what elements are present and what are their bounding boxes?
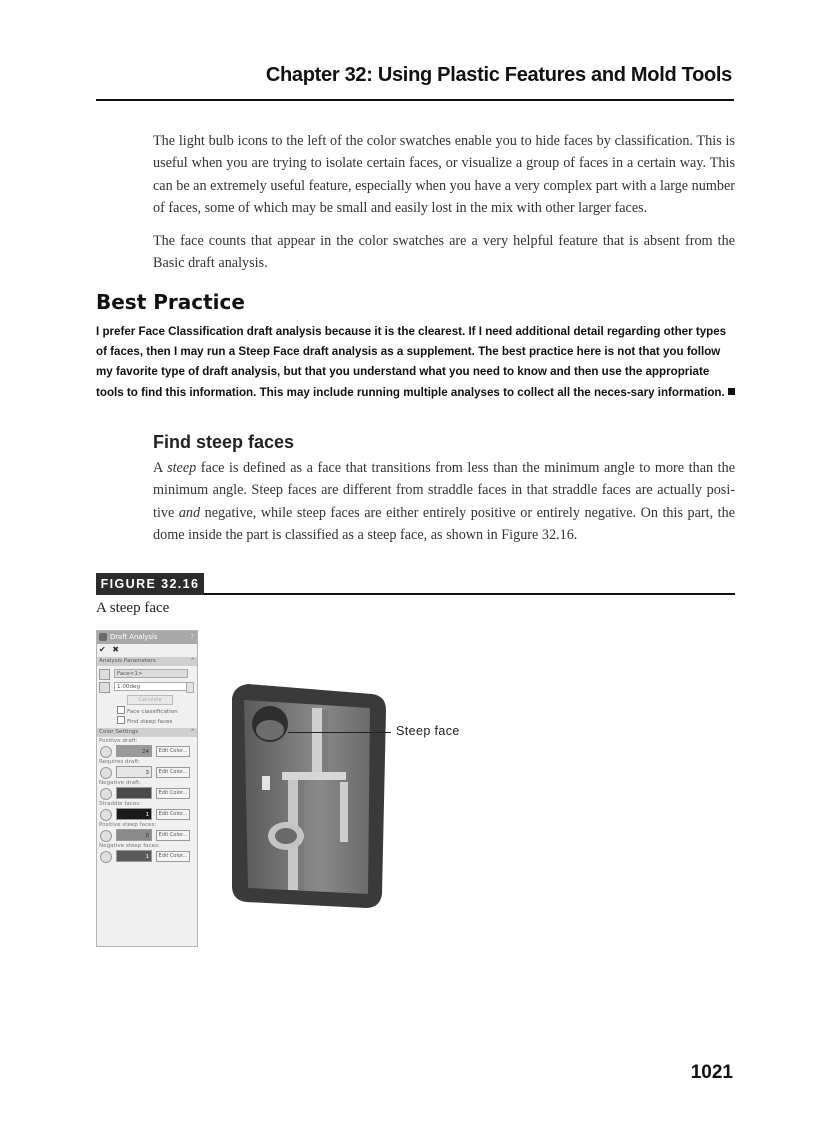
color-swatch <box>116 787 152 799</box>
figure-rule <box>204 593 735 595</box>
best-practice-body: I prefer Face Classification draft analysis because it is the clearest. If I need additional detail regarding other types of faces, then I may run a Steep Face draft analysis as a supplement. The best practice here is not that you follow my favorite type of draft analysis, but that you understand what you need to know and then use the appropriate tools to find this information. This may include running multiple analyses to collect all the neces-sary information. <box>96 325 727 399</box>
angle-field[interactable]: 1.00deg <box>114 682 188 691</box>
dome-highlight <box>256 720 284 740</box>
swatch-row <box>97 787 197 800</box>
swatch-row <box>97 745 197 758</box>
swatch-label: Negative steep faces: <box>99 843 160 849</box>
color-swatch: 1 <box>116 808 152 820</box>
swatch-label: Negative draft: <box>99 780 142 786</box>
rib-side <box>340 782 348 842</box>
steep-text-c: negative, while steep faces are either entirely positive or entirely negative. On this part, the dome inside the part is classified as a steep face, as shown in Figure 32.16. <box>153 504 736 543</box>
part-model-illustration <box>222 680 392 916</box>
help-icon[interactable]: ? <box>190 633 194 641</box>
ok-cancel-row <box>97 644 197 655</box>
end-mark-icon <box>728 388 735 395</box>
paragraph-face-counts: The face counts that appear in the color swatches are a very helpful feature that is absent from the Basic draft analysis. <box>153 233 735 272</box>
color-swatch: 3 <box>116 766 152 778</box>
find-steep-faces-label: Find steep faces <box>127 719 173 725</box>
checkbox-box <box>117 706 125 714</box>
face-classification-checkbox[interactable] <box>117 706 178 715</box>
swatch-list <box>97 737 197 863</box>
find-steep-faces-checkbox[interactable] <box>117 716 172 725</box>
direction-field[interactable]: Face<1> <box>114 669 188 678</box>
swatch-row <box>97 850 197 863</box>
edit-color-button[interactable]: Edit Color... <box>156 788 190 799</box>
edit-color-button[interactable]: Edit Color... <box>156 746 190 757</box>
swatch-label: Requires draft: <box>99 759 141 765</box>
figure-caption: A steep face <box>96 600 170 616</box>
rib-top-shadow <box>322 710 328 780</box>
swatch-row <box>97 829 197 842</box>
rib-cross <box>282 772 346 780</box>
analysis-parameters-header[interactable] <box>97 657 197 666</box>
figure-badge: FIGURE 32.16 <box>96 573 204 595</box>
pin <box>262 776 270 790</box>
edit-color-button[interactable]: Edit Color... <box>156 809 190 820</box>
panel-title: Draft Analysis <box>110 633 158 641</box>
swatch-row <box>97 766 197 779</box>
calculate-button[interactable]: Calculate <box>127 695 173 705</box>
options-block <box>97 692 197 726</box>
color-swatch: 1 <box>116 850 152 862</box>
page-number: 1021 <box>690 1062 733 1083</box>
color-swatch: 24 <box>116 745 152 757</box>
direction-icon <box>99 669 110 680</box>
callout-line <box>288 732 391 733</box>
swatch-label: Straddle faces: <box>99 801 142 807</box>
and-term: and <box>178 504 201 521</box>
checkbox-box <box>117 716 125 724</box>
section-heading: Find steep faces <box>153 432 295 452</box>
ok-button[interactable]: ✔ <box>99 645 106 654</box>
rib-top <box>312 708 322 778</box>
paragraph-steep-faces <box>153 457 735 546</box>
color-settings-header[interactable] <box>97 728 197 737</box>
collapse-icon[interactable]: ^ <box>190 658 195 664</box>
light-bulb-icon[interactable] <box>100 851 112 863</box>
edit-color-button[interactable]: Edit Color... <box>156 851 190 862</box>
panel-title-bar <box>97 631 197 644</box>
best-practice-text <box>96 322 736 403</box>
analysis-parameters-label: Analysis Parameters <box>99 658 156 664</box>
header-rule <box>96 99 734 101</box>
swatch-label: Positive draft: <box>99 738 138 744</box>
cancel-button[interactable]: ✖ <box>112 645 119 654</box>
collapse-icon[interactable]: ^ <box>190 729 195 735</box>
edit-color-button[interactable]: Edit Color... <box>156 767 190 778</box>
edit-color-button[interactable]: Edit Color... <box>156 830 190 841</box>
color-swatch: 0 <box>116 829 152 841</box>
steep-text-a: A <box>153 460 168 476</box>
light-bulb-icon[interactable] <box>100 767 112 779</box>
swatch-row <box>97 808 197 821</box>
swatch-label: Positive steep faces: <box>99 822 157 828</box>
paragraph-light-bulb-icons: The light bulb icons to the left of the color swatches enable you to hide faces by classification. This is useful when you are trying to isolate certain faces, or visualize a group of faces in a certain way. This can be an extremely useful feature, especially when you have a very complex part with a large number of faces, some of which may be small and easily lost in the mix with other larger faces. <box>153 133 735 216</box>
light-bulb-icon[interactable] <box>100 788 112 800</box>
angle-row <box>97 682 197 692</box>
chapter-title: Chapter 32: Using Plastic Features and Mold Tools <box>265 64 732 86</box>
boss-inner <box>275 828 297 844</box>
draft-analysis-panel <box>96 630 198 947</box>
direction-row <box>97 669 197 679</box>
steep-face-callout: Steep face <box>396 724 460 738</box>
best-practice-heading: Best Practice <box>96 290 245 314</box>
steep-text-b: face is defined as a face that transitions from less than the minimum angle to more than the minimum angle. Steep faces are different from straddle faces in that straddle faces are actually posi-tive <box>153 460 736 521</box>
light-bulb-icon[interactable] <box>100 809 112 821</box>
light-bulb-icon[interactable] <box>100 830 112 842</box>
light-bulb-icon[interactable] <box>100 746 112 758</box>
face-classification-label: Face classification <box>127 709 178 715</box>
draft-analysis-icon <box>99 633 107 641</box>
color-settings-label: Color Settings <box>99 729 139 735</box>
steep-term: steep <box>167 460 197 476</box>
